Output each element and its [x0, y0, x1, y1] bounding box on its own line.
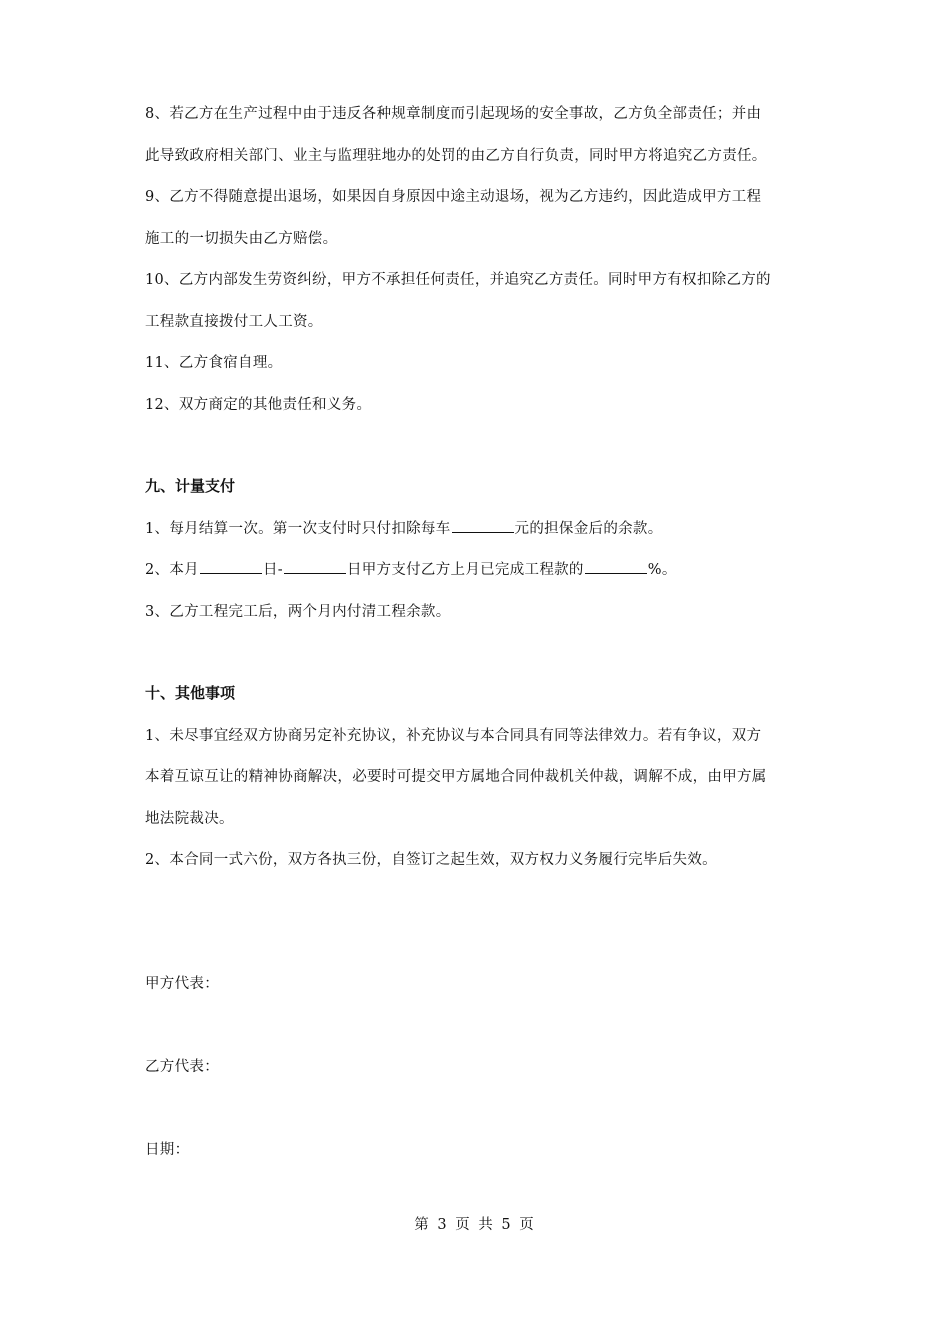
- section-10-item-1-line-2: 本着互谅互让的精神协商解决，必要时可提交甲方属地合同仲裁机关仲裁，调解不成，由甲方属: [145, 769, 767, 785]
- party-a-representative-label: 甲方代表：: [145, 976, 219, 992]
- item-11: 11、乙方食宿自理。: [145, 355, 283, 371]
- fill-blank-deposit[interactable]: [452, 520, 514, 533]
- section-10-item-1-line-3: 地法院裁决。: [145, 811, 234, 827]
- page-footer: 第 3 页 共 5 页: [414, 1217, 536, 1233]
- section-10-item-2: 2、本合同一式六份，双方各执三份，自签订之起生效，双方权力义务履行完毕后失效。: [145, 852, 717, 868]
- fill-blank-start-day[interactable]: [200, 561, 262, 574]
- section-10-item-1-line-1: 1、未尽事宜经双方协商另定补充协议，补充协议与本合同具有同等法律效力。若有争议，双方: [145, 728, 762, 744]
- section-9-item-2-text-a: 2、本月: [145, 562, 199, 578]
- section-9-heading: 九、计量支付: [145, 477, 236, 495]
- item-8-line-1: 8、若乙方在生产过程中由于违反各种规章制度而引起现场的安全事故，乙方负全部责任；并由: [145, 106, 762, 122]
- section-9-item-2-text-c: 日甲方支付乙方上月已完成工程款的: [346, 562, 584, 578]
- item-10-line-1: 10、乙方内部发生劳资纠纷，甲方不承担任何责任，并追究乙方责任。同时甲方有权扣除乙方的: [145, 272, 771, 288]
- item-8-line-2: 此导致政府相关部门、业主与监理驻地办的处罚的由乙方自行负责，同时甲方将追究乙方责任。: [145, 148, 767, 164]
- section-9-item-2-text-d: %。: [647, 562, 677, 578]
- section-9-item-1-text-b: 元的担保金后的余款。: [514, 521, 663, 537]
- section-9-item-1: [145, 517, 663, 538]
- item-9-line-2: 施工的一切损失由乙方赔偿。: [145, 231, 338, 247]
- fill-blank-percent[interactable]: [585, 561, 647, 574]
- date-label: 日期：: [145, 1142, 190, 1158]
- item-10-line-2: 工程款直接拨付工人工资。: [145, 314, 323, 330]
- item-9-line-1: 9、乙方不得随意提出退场，如果因自身原因中途主动退场，视为乙方违约，因此造成甲方工程: [145, 189, 762, 205]
- section-9-item-1-text-a: 1、每月结算一次。第一次支付时只付扣除每车: [145, 521, 451, 537]
- section-9-item-3: 3、乙方工程完工后，两个月内付清工程余款。: [145, 604, 451, 620]
- item-12: 12、双方商定的其他责任和义务。: [145, 397, 372, 413]
- section-9-item-2: [145, 558, 677, 579]
- section-9-item-2-text-b: 日-: [262, 562, 283, 578]
- section-10-heading: 十、其他事项: [145, 684, 236, 702]
- party-b-representative-label: 乙方代表：: [145, 1059, 219, 1075]
- fill-blank-end-day[interactable]: [284, 561, 346, 574]
